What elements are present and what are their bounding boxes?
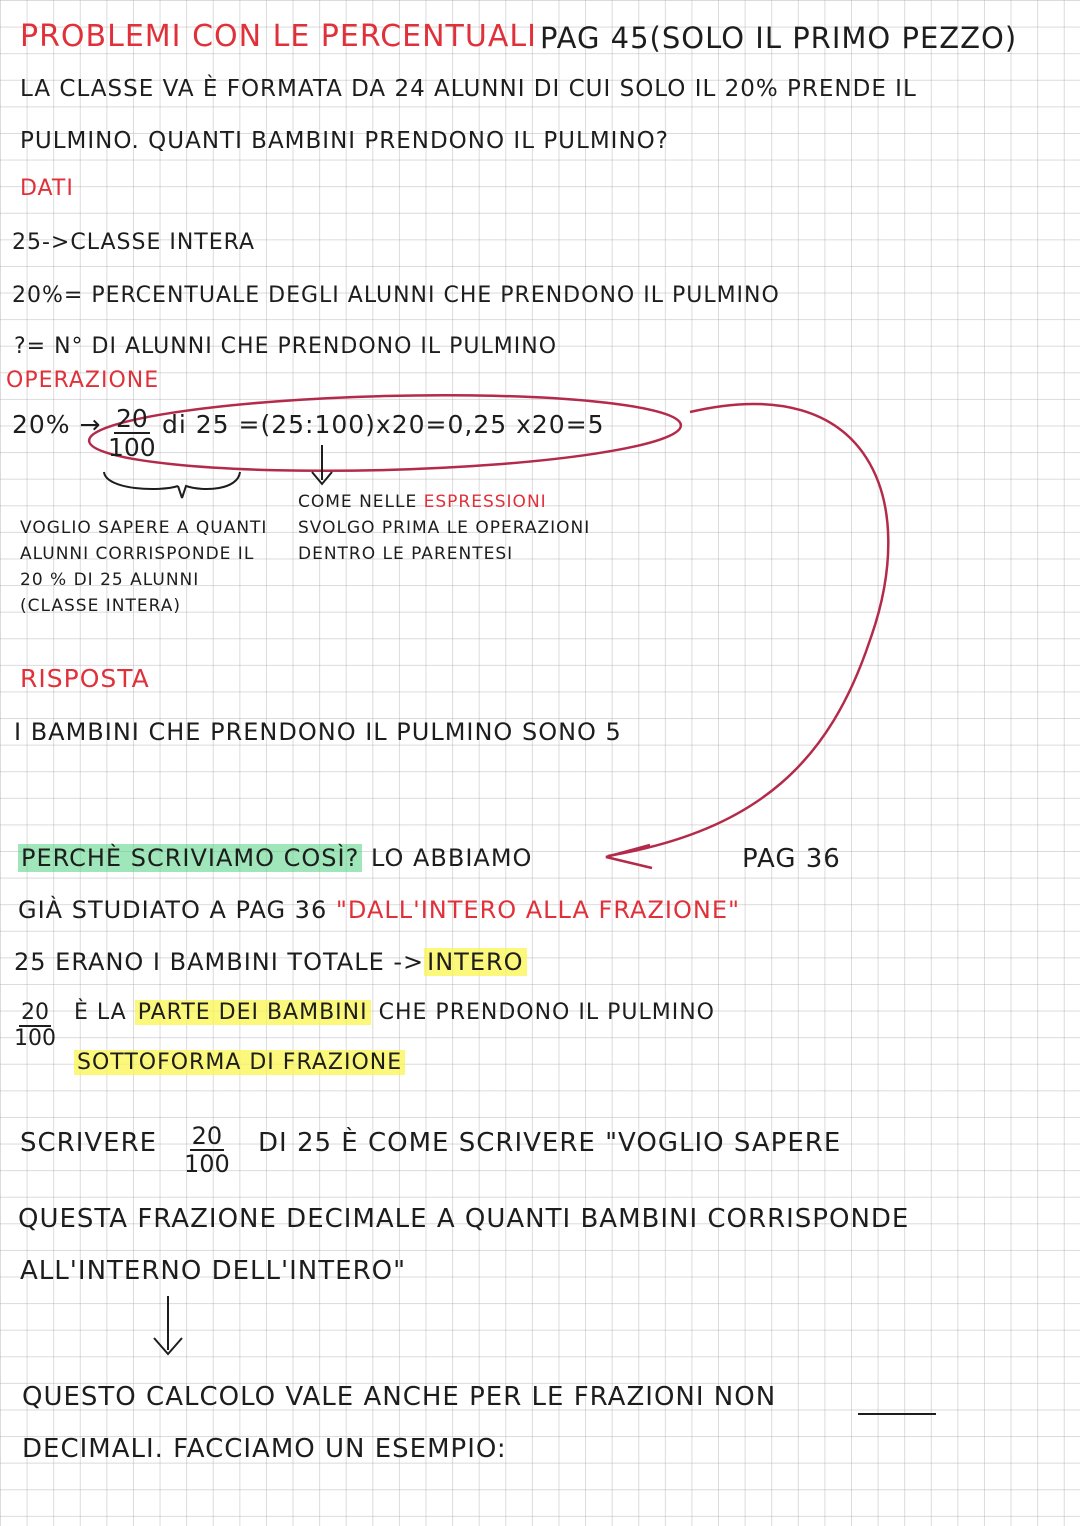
fraction-numerator: 20	[115, 404, 148, 433]
note-right-line-3: DENTRO LE PARENTESI	[298, 544, 514, 564]
conclusione-line-2: DECIMALI. FACCIAMO UN ESEMPIO:	[22, 1434, 507, 1464]
dati-line-1: 25->CLASSE INTERA	[12, 230, 256, 255]
fraction-denominator: 100	[108, 433, 156, 462]
dati-heading: DATI	[20, 176, 74, 201]
note-right-red: ESPRESSIONI	[423, 492, 547, 512]
perche-line-3-highlight: INTERO	[424, 948, 526, 976]
note-right-plain: COME NELLE	[298, 492, 418, 512]
perche-page-ref: PAG 36	[742, 844, 841, 874]
conclusione-line-1-plain: QUESTO CALCOLO VALE ANCHE PER LE FRAZIONI	[22, 1382, 705, 1412]
note-right-line-2: SVOLGO PRIMA LE OPERAZIONI	[298, 518, 591, 538]
conclusione-line-1	[22, 1384, 776, 1410]
operation-lead: 20% →	[12, 410, 102, 439]
problem-title: PROBLEMI CON LE PERCENTUALI	[20, 19, 537, 54]
perche-question: PERCHÈ SCRIVIAMO COSÌ?	[18, 844, 362, 872]
dati-line-2: 20%= PERCENTUALE DEGLI ALUNNI CHE PRENDONO IL PULMINO	[12, 283, 780, 308]
scrivere-fraction-numerator: 20	[191, 1122, 223, 1150]
note-left-line-2: ALUNNI CORRISPONDE IL	[20, 544, 255, 564]
scrivere-fraction	[184, 1124, 230, 1176]
perche-fraction	[14, 1002, 56, 1050]
perche-line-2-quote: "DALL'INTERO ALLA FRAZIONE"	[335, 896, 741, 924]
problem-text-line-2: PULMINO. QUANTI BAMBINI PRENDONO IL PULMINO?	[20, 128, 669, 154]
problem-page-ref: PAG 45(SOLO IL PRIMO PEZZO)	[540, 21, 1018, 55]
perche-fraction-denominator: 100	[14, 1026, 56, 1051]
perche-line-4-rest: CHE PRENDONO IL PULMINO	[378, 1000, 715, 1025]
risposta-heading: RISPOSTA	[20, 664, 150, 693]
perche-line-3	[14, 950, 527, 974]
conclusione-underlined: NON	[713, 1382, 777, 1412]
perche-fraction-numerator: 20	[21, 1000, 49, 1025]
operazione-heading: OPERAZIONE	[6, 368, 160, 393]
perche-line-2	[18, 898, 740, 922]
perche-line-3-plain: 25 ERANO I BAMBINI TOTALE ->	[14, 948, 425, 976]
down-arrow-conclusion	[154, 1296, 182, 1354]
perche-line-4-highlight: PARTE DEI BAMBINI	[135, 1000, 371, 1025]
perche-line-5	[74, 1052, 405, 1074]
brace-under-fraction	[104, 472, 240, 498]
problem-text-line-1: LA CLASSE VA È FORMATA DA 24 ALUNNI DI CUI SOLO IL 20% PRENDE IL	[20, 76, 917, 102]
scrivere-line-3: ALL'INTERNO DELL'INTERO"	[20, 1256, 407, 1286]
scrivere-lead: SCRIVERE	[20, 1128, 158, 1158]
down-arrow-expression	[312, 445, 332, 484]
perche-line-1	[18, 846, 532, 870]
dati-line-3: ?= N° DI ALUNNI CHE PRENDONO IL PULMINO	[14, 334, 558, 359]
scrivere-line-2: QUESTA FRAZIONE DECIMALE A QUANTI BAMBINI CORRISPONDE	[18, 1204, 910, 1234]
perche-continuation: LO ABBIAMO	[370, 844, 533, 872]
reference-arrowhead	[606, 845, 652, 868]
scrivere-fraction-denominator: 100	[184, 1150, 230, 1178]
risposta-text: I BAMBINI CHE PRENDONO IL PULMINO SONO 5	[14, 718, 622, 746]
perche-line-4	[74, 1002, 715, 1024]
reference-curve-arrow	[608, 404, 888, 856]
operation-fraction	[108, 406, 156, 460]
note-left-line-1: VOGLIO SAPERE A QUANTI	[20, 518, 268, 538]
note-right-line-1	[298, 494, 547, 511]
perche-line-2-plain: GIÀ STUDIATO A PAG 36	[18, 896, 336, 924]
perche-line-4-plain: È LA	[74, 1000, 127, 1025]
scrivere-line-1: DI 25 È COME SCRIVERE "VOGLIO SAPERE	[258, 1128, 842, 1158]
note-left-line-4: (CLASSE INTERA)	[20, 596, 181, 616]
note-left-line-3: 20 % DI 25 ALUNNI	[20, 570, 200, 590]
perche-line-5-highlight: SOTTOFORMA DI FRAZIONE	[74, 1050, 405, 1075]
operation-expression: di 25 =(25:100)x20=0,25 x20=5	[162, 410, 605, 439]
